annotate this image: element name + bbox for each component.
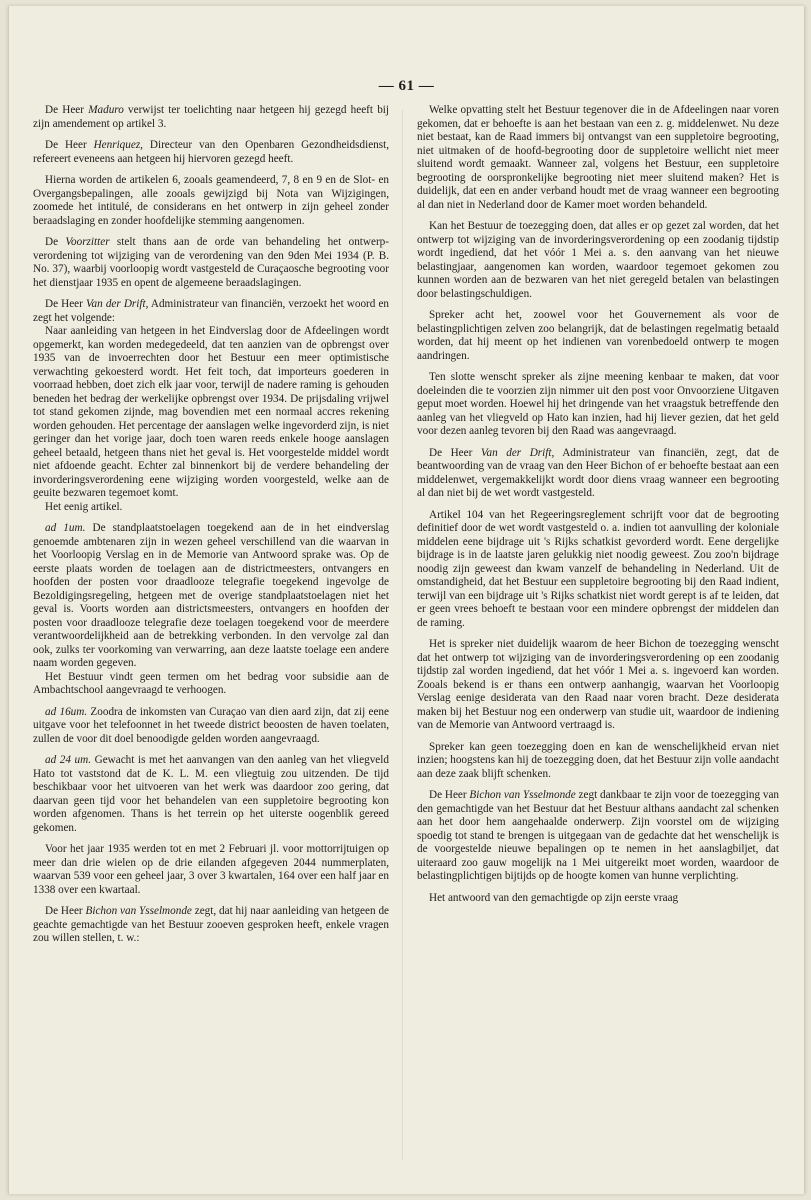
paragraph <box>33 501 389 515</box>
paragraph-text: Ten slotte wenscht spreker als zijne meening kenbaar te maken, dat voor doeleinden die te voorzien zijn nimmer uit den post voor Onvoorziene Uitgaven geput moet worden. Hoewel hij het dringende van het vraagstuk betreffende den aanleg van het vliegveld op Hato kan inzien, had hij liever gezien, dat het geld voor dezen aanleg tevoren bij den Raad was aangevraagd. <box>417 371 779 437</box>
paragraph-text: De standplaatstoelagen toegekend aan de in het eindverslag genoemde ambtenaren zijn in wezen geheel verschillend van die waarvan in het Voorloopig Verslag en in de Memorie van Antwoord sprake was. Op de eerste plaats worden de toelagen aan de districtmeesters, ontvangers en hoofden der posten voor draadlooze telegrafie toegekend ingevolge de Bezoldigingsregeling, hetgeen met de overige standplaatstoelagen niet het geval is. Voorts worden aan districtsmeesters, ontvangers en hoofden der posten voor draadlooze telegrafie deze toelagen toegekend voor de meerdere verantwoordelijkheid aan de betrekking verbonden. In den vervolge zal dan ook, zulks ter voorkoming van verwarring, aan deze laatste toelage een andere naam worden gegeven. <box>33 522 389 669</box>
paragraph <box>417 789 779 884</box>
italic-name: Bichon van Ysselmonde <box>85 905 192 917</box>
paragraph <box>417 371 779 439</box>
italic-name: ad 1um. <box>45 522 86 534</box>
italic-name: Van der Drift, <box>480 446 555 459</box>
paragraph-text: verwijst ter toelichting naar hetgeen hij gezegd heeft bij zijn amendement op artikel 3. <box>33 104 390 130</box>
paragraph <box>33 298 389 325</box>
paragraph-text: Directeur van den Openbaren Gezondheidsdienst, refereert eveneens aan hetgeen hij hiervoren gezegd heeft. <box>33 139 390 165</box>
italic-name: Henriquez, <box>93 139 143 151</box>
paragraph <box>33 139 389 166</box>
paragraph-text: Spreker acht het, zoowel voor het Gouvernement als voor de belastingplichtigen zelven zoo belangrijk, dat de belastingen regelmatig betaald worden, dat hij meent op het indienen van vorenbedoeld ontwerp te mogen aandringen. <box>417 309 779 362</box>
paragraph <box>417 309 779 363</box>
paragraph <box>417 104 779 212</box>
paragraph <box>33 104 389 131</box>
page-number: — 61 — <box>378 78 435 94</box>
paragraph <box>417 447 779 501</box>
italic-name: Maduro <box>88 104 124 116</box>
paragraph <box>417 892 779 906</box>
paragraph <box>33 754 389 835</box>
paragraph-text: zegt, dat hij naar aanleiding van hetgeen de geachte gemachtigde van het Bestuur zooeven gesproken heeft, enkele vragen zou willen stellen, t. w.: <box>33 905 389 944</box>
paragraph <box>33 671 389 698</box>
paragraph-text: Kan het Bestuur de toezegging doen, dat alles er op gezet zal worden, dat het ontwerp tot wijziging van de invorderingsverordening op een zoodanig tijdstip wordt ingediend, dat het vóór 1 Mei a. s. den aanvang van het nieuwe belastingjaar, aangenomen kan worden, waardoor tegemoet gekomen zou kunnen worden aan de bezwaren van het niet geregeld betalen van belastingen door belastingschuldigen. <box>417 220 779 300</box>
paragraph <box>33 236 389 290</box>
paragraph <box>33 522 389 671</box>
paragraph-text: De Heer <box>45 104 89 116</box>
paragraph-text: Het Bestuur vindt geen termen om het bedrag voor subsidie aan de Ambachtschool aangevraagd te verhoogen. <box>33 670 389 696</box>
italic-name: Van der Drift, <box>85 298 149 310</box>
paragraph-text: De Heer <box>45 139 94 151</box>
paragraph-text: De Heer <box>45 905 86 917</box>
paragraph-text: Zoodra de inkomsten van Curaçao van dien aard zijn, dat zij eene uitgave voor het telefoonnet in het tweede district beoosten de haven toelaten, zullen de voor dit doel benoodigde gelden worden aangevraagd. <box>33 705 389 745</box>
paragraph-text: zegt dankbaar te zijn voor de toezegging van den gemachtigde van het Bestuur dat het Bestuur althans aandacht zal schenken aan het door hem aangehaalde onderwerp. Zijn voorstel om de wijziging spoedig tot stand te brengen is uitgegaan van de gedachte dat het wenschelijk is de voorgestelde nieuwe bepalingen op te nemen in het aanslagbiljet, dat uiteraard zoo gauw mogelijk na 1 Mei uitgereikt moet worden, waardoor de belastingplichtigen bijtijds op de hoogte komen van hunne verplichting. <box>417 789 780 882</box>
italic-name: Bichon van Ysselmonde <box>469 789 576 801</box>
paragraph-text: Het eenig artikel. <box>45 500 123 513</box>
paragraph-text: Welke opvatting stelt het Bestuur tegenover die in de Afdeelingen naar voren gekomen, dat er behoefte is aan het bestaan van een z. g. middelenwet. Nu deze niet bestaat, kan de Raad immers bij ontvangst van een suppletoire begrooting, niet uitmaken of de hoofd-begrooting door de suppletoire wellicht niet meer sluitend wordt gemaakt. Wanneer zal, volgens het Bestuur, een suppletoire begrooting de oorspronkelijke begrooting niet meer sluitend maken? Het is duidelijk, dat een en ander verband houdt met de vraag wanneer een begrooting al dan niet in Nederland door de Kamer moet worden behandeld. <box>417 104 779 211</box>
paragraph <box>33 174 389 228</box>
paragraph <box>33 843 389 897</box>
paragraph-text: stelt thans aan de orde van behandeling het ontwerp-verordening tot wijziging van de verordening van den 9den Mei 1934 (P. B. No. 37), waarbij voorloopig wordt vastgesteld de Curaçaosche begrooting voor het dienstjaar 1935 en opent de algemeene beraadslagingen. <box>33 236 389 289</box>
paragraph <box>417 741 779 782</box>
paragraph <box>33 706 389 747</box>
paragraph <box>417 220 779 301</box>
left-column <box>33 104 389 946</box>
italic-name: ad 16um. <box>45 705 88 718</box>
right-column <box>417 104 779 905</box>
paragraph-text: Hierna worden de artikelen 6, zooals geamendeerd, 7, 8 en 9 en de Slot- en Overgangsbepalingen, alle zooals gewijzigd bij Nota van Wijzigingen, zoomede het intitulé, de considerans en het ontwerp in zijn geheel zonder beraadslaging en zonder hoofdelijke stemming aangenomen. <box>33 174 389 227</box>
paragraph-text: Naar aanleiding van hetgeen in het Eindverslag door de Afdeelingen wordt opgemerkt, kan worden medegedeeld, dat ten aanzien van de opbrengst over 1935 van de invoerrechten door het Bestuur een meer optimistische verwachting gekoesterd wordt. Het feit toch, dat importeurs goederen in voorraad hebben, doet zich elk jaar voor, terwijl de nadere raming is gehouden beneden het bedrag der werkelijke opbrengst over 1934. De prijsdaling vrijwel tot stand gekomen zijnde, mag bovendien met een normaal accres rekening worden gehouden. Het percentage der aanslagen welke ingevorderd zijn, is niet geringer dan het vorige jaar, doch toen waren reeds enkele hooge aanslagen geheel betaald, hetgeen thans niet het geval is. Het voorgestelde middel wordt niet afdoende geacht. Echter zal binnenkort bij de verdere behandeling der invorderingsverordening eene wijziging worden voorgesteld, welke aan de geuite bezwaren tegemoet komt. <box>33 325 389 499</box>
paragraph-text: Het is spreker niet duidelijk waarom de heer Bichon de toezegging wenscht dat het ontwerp tot wijziging van de invorderingsverordening op een zoodanig tijdstip zal worden ingediend, dat het vóór 1 Mei a. s. ingevoerd kan worden. Zooals bekend is er thans een ontwerp aanhangig, waarvan het Voorloopig Verslag eenige desiderata van den Raad naar voren bracht. Deze desiderata maken bij het Bestuur nog een onderwerp van studie uit, waardoor de indiening van de Memorie van Antwoord vertraagd is. <box>417 638 779 731</box>
paragraph-text: Voor het jaar 1935 werden tot en met 2 Februari jl. voor mottorrijtuigen op meer dan drie wielen op de drie eilanden afgegeven 2044 nummerplaten, waarvan 539 voor een geheel jaar, 3 over 3 kwartalen, 164 over een half jaar en 1338 over een kwartaal. <box>33 843 389 896</box>
paragraph-text: Gewacht is met het aanvangen van den aanleg van het vliegveld Hato tot vaststond dat de K. L. M. een vliegtuig zou uitzenden. De tijd beschikbaar voor het uitvoeren van het werk was daardoor zoo gering, dat daarvan geen tijd voor het behandelen van een suppletoire begrooting kon worden afgenomen. Thans is het terrein op het uiterste oogenblik gereed gekomen. <box>33 754 389 834</box>
paragraph <box>417 638 779 733</box>
paragraph-text: Spreker kan geen toezegging doen en kan de wenschelijkheid ervan niet inzien; hoogstens kan hij de toezegging doen, dat het Bestuur zijn volle aandacht aan deze zaak blijft schenken. <box>417 740 779 780</box>
italic-name: ad 24 um. <box>45 754 92 766</box>
paragraph-text: Het antwoord van den gemachtigde op zijn eerste vraag <box>429 891 679 904</box>
paragraph-text: De Heer <box>45 298 86 310</box>
document-page <box>8 6 805 1194</box>
paragraph-text: Administrateur van financiën, verzoekt het woord en zegt het volgende: <box>33 298 390 324</box>
paragraph-text: Administrateur van financiën, zegt, dat de beantwoording van de vraag van den Heer Bichon of er behoefte bestaat aan een middelenwet, vergemakkelijkt wordt door diens vraag wanneer een begrooting al dan niet bij de wet wordt vastgesteld. <box>417 446 779 499</box>
paragraph <box>417 509 779 631</box>
paragraph <box>33 325 389 501</box>
paragraph-text: De <box>45 236 66 248</box>
paragraph-text: De Heer <box>429 789 470 801</box>
paragraph-text: De Heer <box>429 446 481 459</box>
column-divider <box>402 110 403 1160</box>
paragraph <box>33 905 389 946</box>
paragraph-text: Artikel 104 van het Regeeringsreglement schrijft voor dat de begrooting definitief door de wet wordt vastgesteld o. a. indien tot aanvulling der koloniale middelen eene bijdrage uit 's Rijks schatkist gevorderd wordt. Eene dergelijke bijdrage is in de laatste jaren gelukkig niet noodig geweest. Zou zoo'n bijdrage noodig zijn geweest dan kwam vanzelf de behandeling in Nederland. Uit de omstandigheid, dat het Bestuur een suppletoire begrooting bij den Raad indient, terwijl van een bijdrage uit 's Rijks schatkist niet wordt gerept is af te leiden, dat er geen vrees behoeft te bestaan voor een mindere opbrengst der middelen dan de raming. <box>417 508 779 629</box>
italic-name: Voorzitter <box>65 236 110 248</box>
